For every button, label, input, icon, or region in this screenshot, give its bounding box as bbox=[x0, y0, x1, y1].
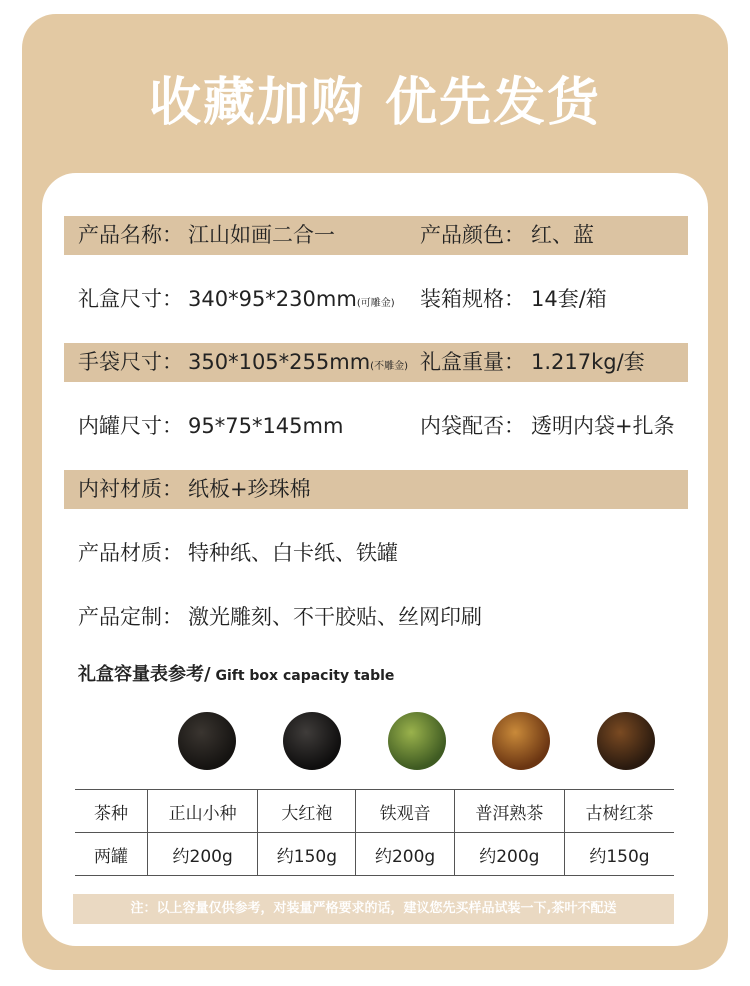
black-tea-leaves-image bbox=[178, 712, 236, 770]
capacity-note: 注：以上容量仅供参考，对装量严格要求的话，建议您先买样品试装一下,茶叶不配送 bbox=[73, 894, 674, 924]
spec-value: 14套/箱 bbox=[531, 287, 607, 311]
spec-value: 340*95*230mm(可雕金) bbox=[188, 287, 395, 311]
spec-value: 特种纸、白卡纸、铁罐 bbox=[188, 541, 398, 565]
spec-label: 内罐尺寸： bbox=[78, 414, 183, 438]
spec-label: 产品定制： bbox=[78, 605, 183, 629]
spec-label: 产品材质： bbox=[78, 541, 183, 565]
table-cell: 约150g bbox=[258, 833, 356, 876]
spec-label: 手袋尺寸： bbox=[78, 350, 183, 374]
table-row bbox=[75, 790, 674, 833]
table-cell: 两罐 bbox=[75, 833, 148, 876]
spec-value: 红、蓝 bbox=[531, 223, 594, 247]
spec-row bbox=[64, 534, 688, 573]
spec-value: 纸板+珍珠棉 bbox=[188, 477, 311, 501]
spec-value: 1.217kg/套 bbox=[531, 350, 645, 374]
table-cell: 茶种 bbox=[75, 790, 148, 833]
spec-label: 礼盒重量： bbox=[420, 350, 525, 374]
spec-value: 透明内袋+扎条 bbox=[531, 414, 675, 438]
spec-row bbox=[64, 470, 688, 509]
ancient-black-tea-leaves-image bbox=[597, 712, 655, 770]
table-cell: 约200g bbox=[356, 833, 454, 876]
table-cell: 大红袍 bbox=[258, 790, 356, 833]
spec-value: 350*105*255mm(不雕金) bbox=[188, 350, 408, 374]
spec-label: 产品颜色： bbox=[420, 223, 525, 247]
table-cell: 铁观音 bbox=[356, 790, 454, 833]
capacity-table-title: 礼盒容量表参考/ Gift box capacity table bbox=[78, 664, 395, 685]
spec-label: 礼盒尺寸： bbox=[78, 287, 183, 311]
spec-row bbox=[64, 598, 688, 637]
spec-label: 装箱规格： bbox=[420, 287, 525, 311]
table-cell: 约200g bbox=[148, 833, 258, 876]
capacity-table bbox=[75, 789, 674, 876]
spec-row bbox=[64, 216, 688, 255]
spec-value: 激光雕刻、不干胶贴、丝网印刷 bbox=[188, 605, 482, 629]
spec-value: 95*75*145mm bbox=[188, 414, 344, 438]
spec-value: 江山如画二合一 bbox=[188, 223, 335, 247]
pu-erh-leaves-image bbox=[492, 712, 550, 770]
dark-oolong-leaves-image bbox=[283, 712, 341, 770]
spec-row bbox=[64, 407, 688, 446]
table-cell: 古树红茶 bbox=[564, 790, 674, 833]
tieguanyin-leaves-image bbox=[388, 712, 446, 770]
spec-row bbox=[64, 280, 688, 319]
table-cell: 约200g bbox=[454, 833, 564, 876]
table-cell: 正山小种 bbox=[148, 790, 258, 833]
spec-label: 内衬材质： bbox=[78, 477, 183, 501]
spec-label: 内袋配否： bbox=[420, 414, 525, 438]
spec-label: 产品名称： bbox=[78, 223, 183, 247]
banner-title: 收藏加购 优先发货 bbox=[148, 73, 602, 133]
table-cell: 约150g bbox=[564, 833, 674, 876]
table-row bbox=[75, 833, 674, 876]
spec-row bbox=[64, 343, 688, 382]
table-cell: 普洱熟茶 bbox=[454, 790, 564, 833]
